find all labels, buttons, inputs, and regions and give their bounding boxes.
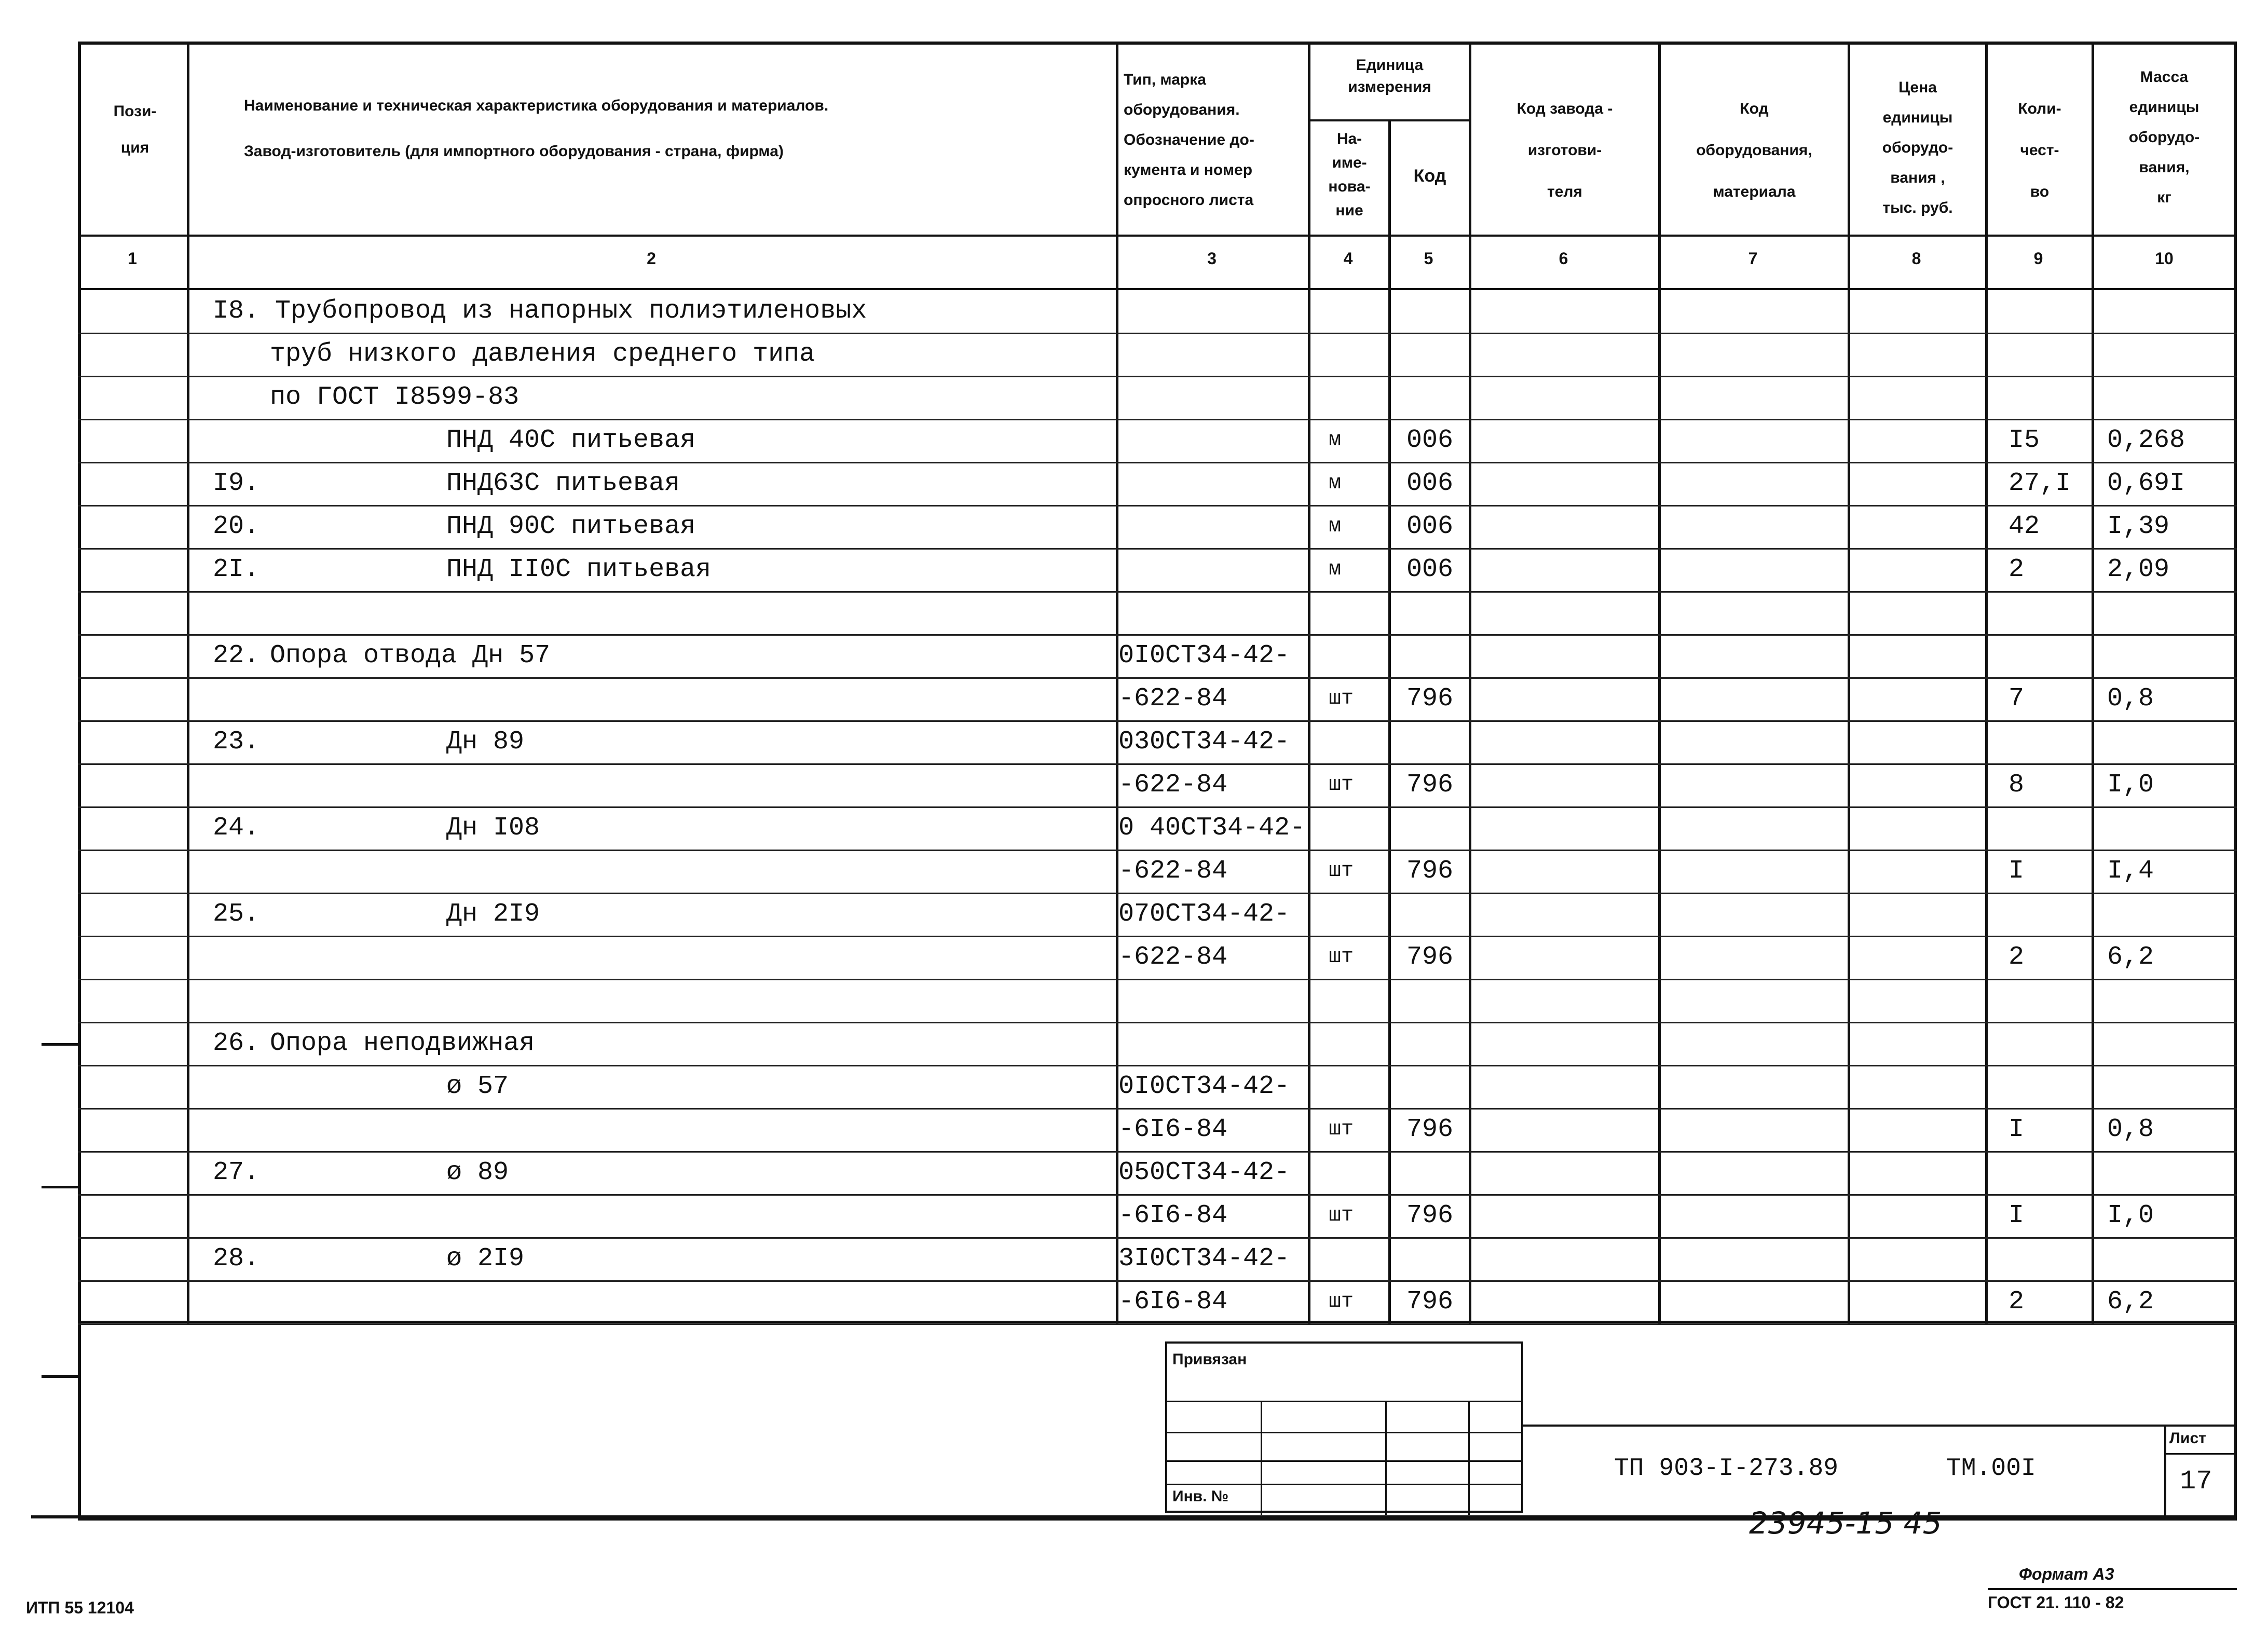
row-separator [78, 1022, 2237, 1023]
row-type: -622-84 [1118, 684, 1228, 714]
colnum-10: 10 [2155, 249, 2174, 268]
row-pos: 26. [213, 1029, 260, 1058]
row-name: ø 2I9 [446, 1244, 525, 1274]
col-divider-3 [1308, 42, 1310, 1323]
row-unit: шт [1329, 773, 1354, 797]
row-type: 0I0СТ34-42- [1118, 1072, 1290, 1101]
row-type: -6I6-84 [1118, 1201, 1228, 1230]
row-separator [78, 634, 2237, 636]
doc-suffix: ТМ.00I [1946, 1455, 2036, 1483]
row-mass: 6,2 [2107, 942, 2154, 972]
colnum-2: 2 [647, 249, 656, 268]
row-name: ПНД63С питьевая [446, 469, 680, 498]
row-mass: I,4 [2107, 856, 2154, 886]
row-mass: 2,09 [2107, 555, 2170, 584]
row-qty: I [2009, 1115, 2025, 1144]
sheet-label: Лист [2169, 1430, 2206, 1447]
table-bottom-line [78, 1321, 2237, 1323]
row-type: -6I6-84 [1118, 1115, 1228, 1144]
margin-tick [42, 1186, 78, 1188]
row-type: -622-84 [1118, 856, 1228, 886]
header-col6: Код завода - изготови- теля [1516, 100, 1613, 200]
row-separator [78, 720, 2237, 722]
row-name: Опора неподвижная [270, 1029, 535, 1058]
col-divider-5 [1469, 42, 1471, 1323]
row-name: труб низкого давления среднего типа [270, 339, 815, 369]
margin-tick [42, 1375, 78, 1378]
row-code: 006 [1406, 469, 1454, 498]
row-name: ПНД 90С питьевая [446, 512, 696, 541]
col-divider-9 [2092, 42, 2094, 1323]
row-type: -622-84 [1118, 770, 1228, 800]
colnum-6: 6 [1559, 249, 1568, 268]
unit-group-line [1308, 119, 1469, 121]
row-separator [78, 419, 2237, 420]
row-code: 796 [1406, 942, 1454, 972]
row-name: ø 89 [446, 1158, 509, 1187]
row-type: 0 40СТ34-42- [1118, 813, 1306, 843]
row-mass: 6,2 [2107, 1287, 2154, 1317]
row-separator [78, 806, 2237, 808]
row-unit: шт [1329, 1118, 1354, 1141]
row-type: 030СТ34-42- [1118, 727, 1290, 757]
header-col4: На- име- нова- ние [1328, 130, 1371, 219]
colnum-5: 5 [1424, 249, 1433, 268]
row-separator [78, 1065, 2237, 1066]
row-separator [78, 591, 2237, 593]
header-bottom-line [78, 235, 2237, 237]
row-unit: шт [1329, 687, 1354, 710]
row-separator [78, 1237, 2237, 1239]
header-col9: Коли- чест- во [2018, 100, 2061, 200]
row-type: 050СТ34-42- [1118, 1158, 1290, 1187]
row-unit: шт [1329, 1204, 1354, 1227]
row-code: 006 [1406, 555, 1454, 584]
row-code: 796 [1406, 1201, 1454, 1230]
header-unit-group: Единица измерения [1348, 57, 1431, 95]
row-unit: м [1329, 515, 1342, 538]
row-separator [78, 1323, 2237, 1325]
row-pos: 22. [213, 641, 260, 670]
row-pos: 2I. [213, 555, 260, 584]
row-qty: 7 [2009, 684, 2025, 714]
row-name: по ГОСТ I8599-83 [270, 382, 520, 412]
row-mass: I,0 [2107, 1201, 2154, 1230]
footer-gost: ГОСТ 21. 110 - 82 [1988, 1593, 2124, 1612]
row-separator [78, 1151, 2237, 1153]
colnum-1: 1 [128, 249, 137, 268]
doc-code: ТП 903-I-273.89 [1614, 1455, 1839, 1483]
row-pos: 20. [213, 512, 260, 541]
row-qty: 2 [2009, 555, 2025, 584]
colnum-3: 3 [1207, 249, 1217, 268]
row-pos: I9. [213, 469, 260, 498]
row-qty: I [2009, 856, 2025, 886]
sheet-divider [2164, 1425, 2166, 1518]
row-mass: 0,8 [2107, 1115, 2154, 1144]
colnum-8: 8 [1911, 249, 1921, 268]
privyazan-label: Привязан [1172, 1351, 1247, 1368]
header-col8: Цена единицы оборудо- вания , тыс. руб. [1882, 79, 1953, 216]
row-separator [78, 850, 2237, 851]
row-name: Дн I08 [446, 813, 540, 843]
row-name: Дн 2I9 [446, 899, 540, 929]
row-qty: 42 [2009, 512, 2040, 541]
row-name: ПНД II0С питьевая [446, 555, 712, 584]
row-separator [78, 763, 2237, 765]
row-separator [78, 462, 2237, 463]
header-col5: Код [1413, 166, 1446, 186]
colnum-bottom-line [78, 288, 2237, 290]
row-code: 796 [1406, 684, 1454, 714]
handwritten-number: 23945-15 45 [1749, 1505, 1942, 1541]
row-code: 796 [1406, 1115, 1454, 1144]
row-pos: 28. [213, 1244, 260, 1274]
col-divider-6 [1658, 42, 1661, 1323]
row-unit: шт [1329, 1290, 1354, 1313]
row-separator [78, 548, 2237, 550]
row-qty: 2 [2009, 942, 2025, 972]
row-code: 796 [1406, 1287, 1454, 1317]
row-name: Дн 89 [446, 727, 525, 757]
colnum-7: 7 [1748, 249, 1758, 268]
titleblock-top [1523, 1425, 2237, 1427]
header-col7: Код оборудования, материала [1696, 100, 1812, 200]
privyazan-block [1165, 1341, 1523, 1513]
row-type: 0I0СТ34-42- [1118, 641, 1290, 670]
row-qty: I [2009, 1201, 2025, 1230]
row-pos: 23. [213, 727, 260, 757]
row-qty: 27,I [2009, 469, 2071, 498]
row-type: -622-84 [1118, 942, 1228, 972]
colnum-4: 4 [1343, 249, 1353, 268]
row-separator [78, 1108, 2237, 1110]
row-mass: 0,8 [2107, 684, 2154, 714]
row-separator [78, 979, 2237, 980]
row-unit: шт [1329, 859, 1354, 883]
sheet-number: 17 [2180, 1466, 2212, 1497]
footer-format: Формат А3 [2019, 1565, 2114, 1583]
row-mass: I,39 [2107, 512, 2170, 541]
row-separator [78, 677, 2237, 679]
row-separator [78, 893, 2237, 894]
footer-line [1988, 1588, 2237, 1590]
row-separator [78, 1280, 2237, 1282]
row-separator [78, 376, 2237, 377]
row-unit: м [1329, 472, 1342, 495]
sheet-label-line [2164, 1453, 2237, 1455]
row-mass: I,0 [2107, 770, 2154, 800]
row-pos: 24. [213, 813, 260, 843]
row-pos: 27. [213, 1158, 260, 1187]
row-name: ПНД 40С питьевая [446, 426, 696, 455]
row-unit: м [1329, 558, 1342, 581]
footer-left-code: ИТП 55 12104 [26, 1598, 134, 1617]
row-name: ø 57 [446, 1072, 509, 1101]
header-col2: Наименование и техническая характеристика оборудования и материалов. Завод-изготовитель (для импортного оборудования - страна, фирма) [244, 97, 829, 160]
row-code: 796 [1406, 856, 1454, 886]
row-mass: 0,268 [2107, 426, 2185, 455]
row-qty: I5 [2009, 426, 2040, 455]
row-code: 796 [1406, 770, 1454, 800]
row-name: Опора отвода Дн 57 [270, 641, 551, 670]
row-type: -6I6-84 [1118, 1287, 1228, 1317]
row-mass: 0,69I [2107, 469, 2185, 498]
col-divider-8 [1985, 42, 1988, 1323]
header-col10: Масса единицы оборудо- вания, кг [2128, 69, 2200, 206]
row-code: 006 [1406, 426, 1454, 455]
row-unit: шт [1329, 946, 1354, 969]
row-name: I8. Трубопровод из напорных полиэтиленовых [213, 296, 867, 326]
header-col1: Пози- ция [113, 103, 157, 156]
col-divider-1 [187, 42, 189, 1323]
row-unit: м [1329, 429, 1342, 452]
row-separator [78, 505, 2237, 506]
row-separator [78, 936, 2237, 937]
col-divider-7 [1848, 42, 1850, 1323]
row-separator [78, 1194, 2237, 1196]
row-qty: 8 [2009, 770, 2025, 800]
row-type: 3I0СТ34-42- [1118, 1244, 1290, 1274]
row-qty: 2 [2009, 1287, 2025, 1317]
row-separator [78, 333, 2237, 334]
row-code: 006 [1406, 512, 1454, 541]
colnum-9: 9 [2033, 249, 2043, 268]
margin-tick [42, 1043, 78, 1046]
row-pos: 25. [213, 899, 260, 929]
row-type: 070СТ34-42- [1118, 899, 1290, 929]
header-col3: Тип, марка оборудования. Обозначение до- кумента и номер опросного листа [1124, 71, 1254, 209]
inv-no-label: Инв. № [1172, 1488, 1229, 1505]
